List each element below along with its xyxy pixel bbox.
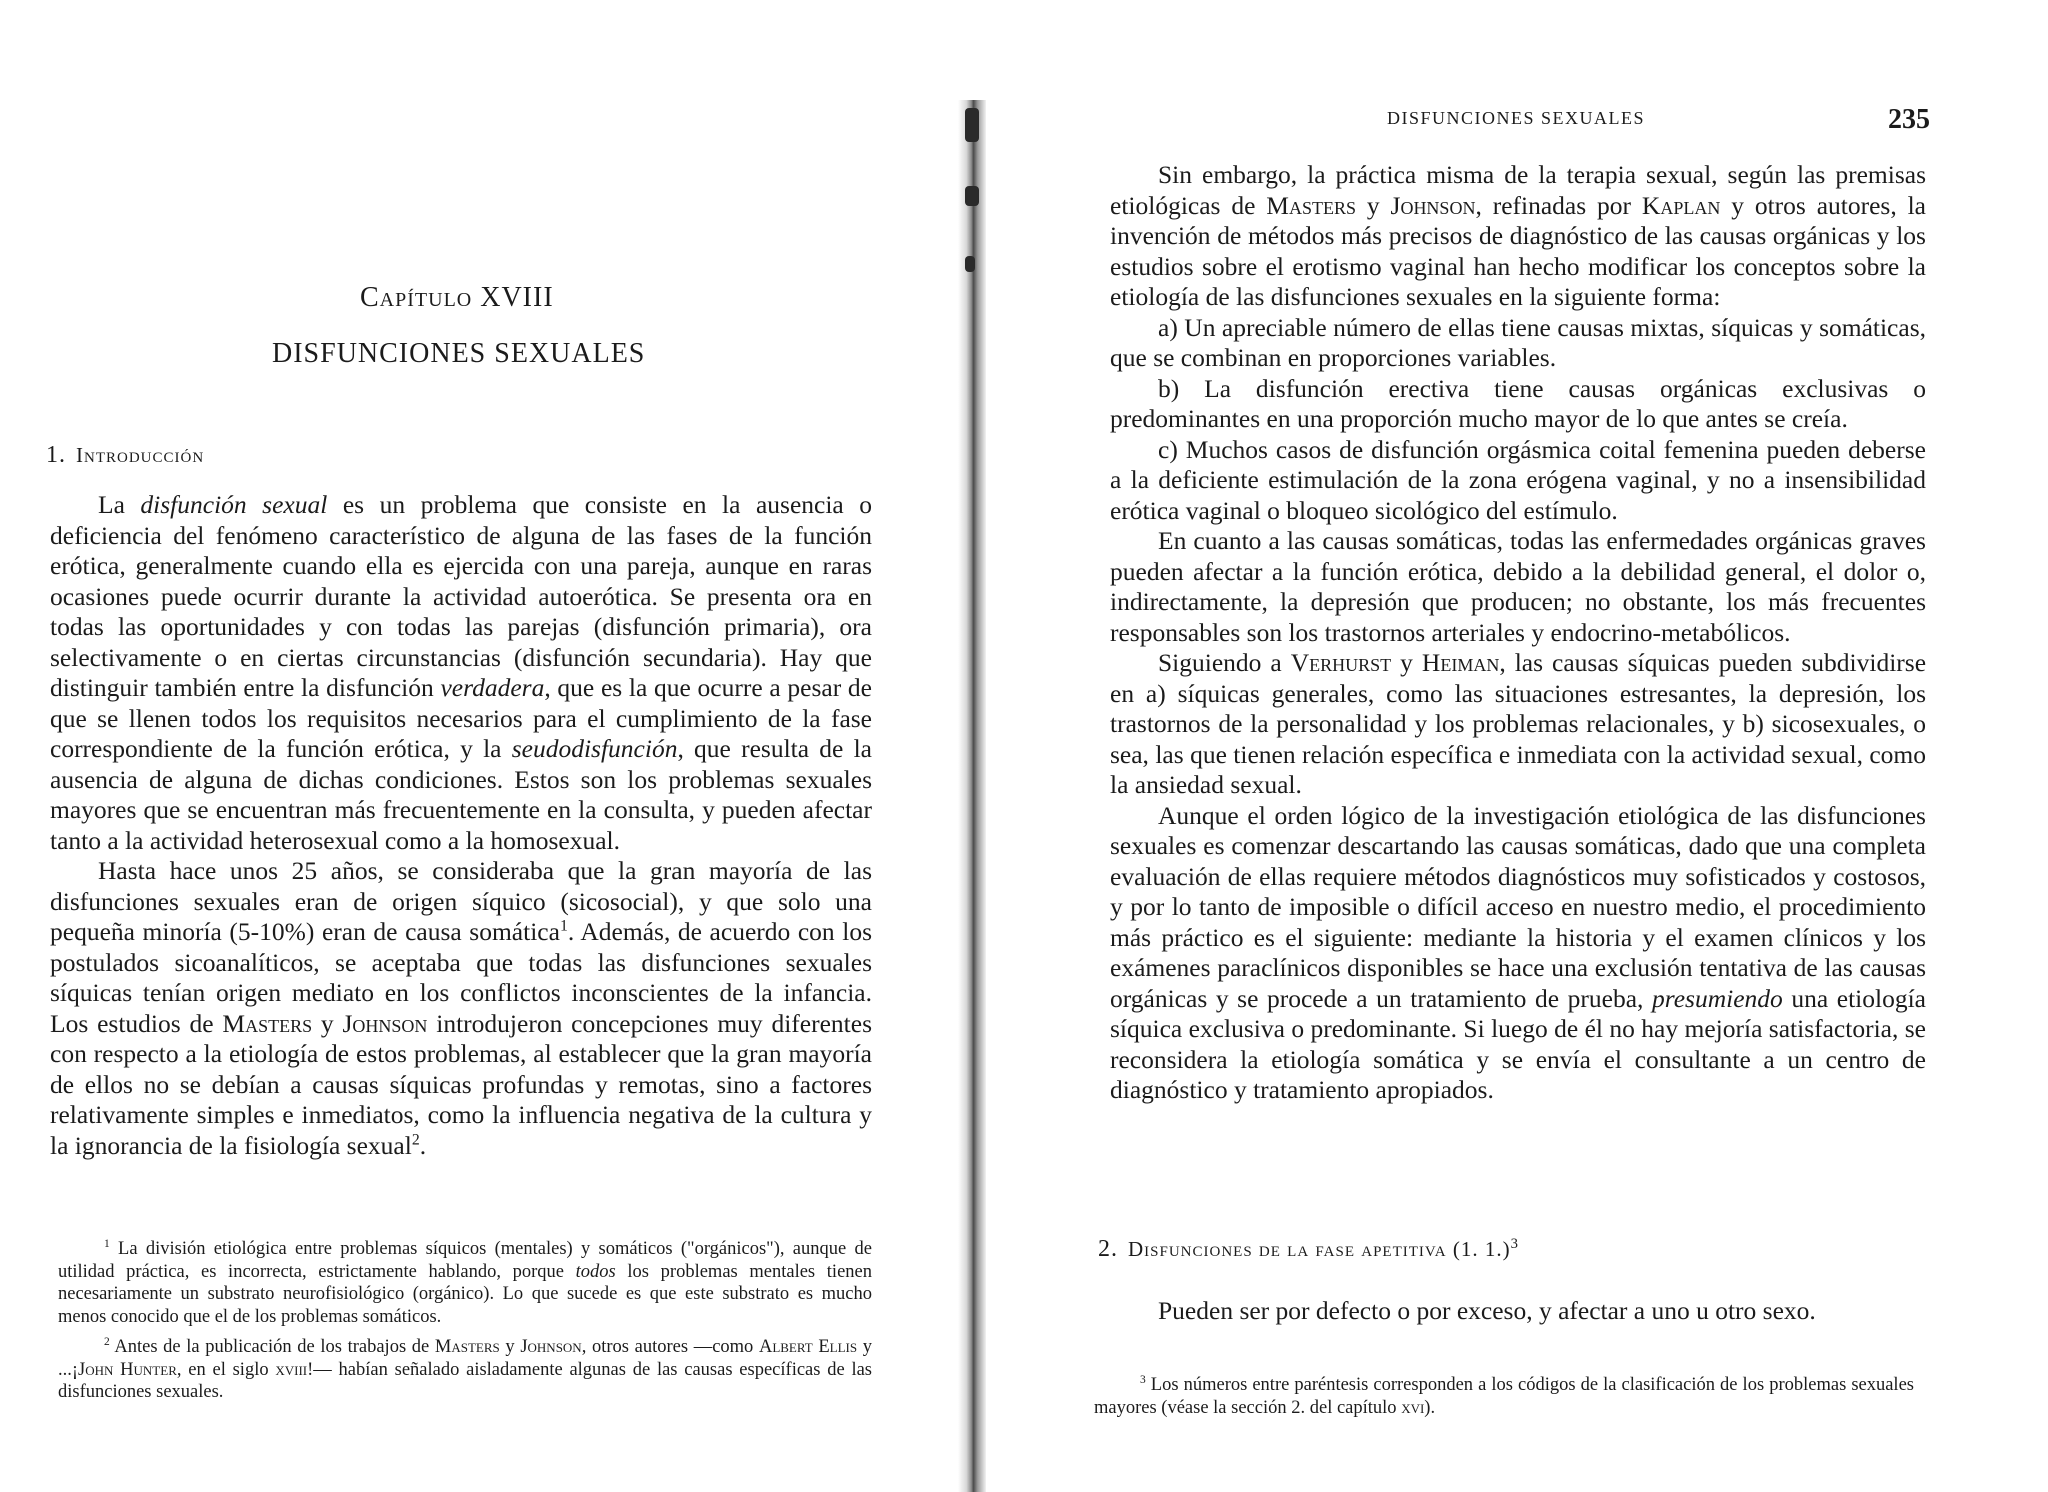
chapter-label	[360, 282, 554, 314]
paragraph: La disfunción sexual es un problema que consiste en la ausencia o deficiencia del fenómeno característico de alguna de las fases de la función erótica, generalmente cuando ella es ejercida con una pareja, aunque en raras ocasiones puede ocurrir durante la actividad autoerótica. Se presenta ora en todas las oportunidades y con todas las parejas (disfunción primaria), ora selectivamente o en ciertas circunstancias (disfunción secundaria). Hay que distinguir también entre la disfunción verdadera, que es la que ocurre a pesar de que se llenen todos los requisitos necesarios para el cumplimiento de la fase correspondiente de la función erótica, y la seudodisfunción, que resulta de la ausencia de alguna de dichas condiciones. Estos son los problemas sexuales mayores que se encuentran más frecuentemente en la consulta, y pueden afectar tanto a la actividad heterosexual como a la homosexual.	[50, 490, 873, 855]
footnote: $^2$ Antes de la publicación de los trabajos de Masters y Johnson, otros autores —como Albert Ellis y ...¡John Hunter, en el siglo xviii!— habían señalado aisladamente algunas de las causas específicas de las disfunciones sexuales.	[58, 1335, 872, 1402]
page-number: 235	[1888, 104, 1930, 135]
section-title: Disfunciones de la fase apetitiva	[1128, 1237, 1447, 1261]
footnote-ref: 1	[559, 917, 568, 935]
paragraph: Aunque el orden lógico de la investigación etiológica de las disfunciones sexuales es comenzar descartando las causas somáticas, dado que una completa evaluación de ellas requiere métodos diagnósticos muy sofisticados y costosos, y por lo tanto de imposible o difícil acceso en nuestro medio, el procedimiento más práctico es el siguiente: mediante la historia y el examen clínicos y los exámenes paraclínicos disponibles se hace una exclusión tentativa de las causas orgánicas y se procede a un tratamiento de prueba, presumiendo una etiología síquica exclusiva o predominante. Si luego de él no hay mejoría satisfactoria, se reconsidera la etiología somática y se envía el consultante a un centro de diagnóstico y tratamiento apropiados.	[1110, 800, 1926, 1104]
list-item-b: b) La disfunción erectiva tiene causas orgánicas exclusivas o predominantes en una proporción mucho mayor de lo que antes se creía.	[1110, 373, 1926, 433]
left-page	[0, 0, 975, 1492]
section-heading-introduccion	[46, 442, 204, 469]
footnote-ref: 3	[1510, 1236, 1519, 1252]
paragraph: Siguiendo a Verhurst y Heiman, las causas síquicas pueden subdividirse en a) síquicas generales, como las situaciones estresantes, la depresión, los trastornos de la personalidad y los problemas relacionales, y b) sicosexuales, o sea, las que tienen relación específica e inmediata con la actividad sexual, como la ansiedad sexual.	[1110, 648, 1927, 799]
right-body-text	[1110, 160, 1926, 1106]
section-number: 1.	[46, 442, 66, 468]
list-item-c: c) Muchos casos de disfunción orgásmica coital femenina pueden deberse a la deficiente estimulación de la zona erógena vaginal, y no a insensibilidad erótica vaginal o bloqueo sicológico del estímulo.	[1110, 434, 1926, 525]
footnote: $^1$ La división etiológica entre problemas síquicos (mentales) y somáticos ("orgánicos"), aunque de utilidad práctica, es incorrecta, estrictamente hablando, porque todos los problemas mentales tienen necesariamente un substrato neurofisiológico (orgánico). Lo que sucede es que este substrato es mucho menos conocido que el de los problemas somáticos.	[58, 1237, 872, 1327]
right-footnotes	[1094, 1374, 1914, 1427]
left-footnotes	[58, 1238, 872, 1412]
section-title: Introducción	[76, 443, 205, 467]
section-heading-fase-apetitiva	[1098, 1236, 1519, 1263]
paragraph: Pueden ser por defecto o por exceso, y afectar a uno u otro sexo.	[1158, 1296, 1816, 1325]
paragraph: Hasta hace unos 25 años, se consideraba que la gran mayoría de las disfunciones sexuales eran de origen síquico (sicosocial), y que solo una pequeña minoría (5-10%) eran de causa somática$^1$. Además, de acuerdo con los postulados sicoanalíticos, se aceptaba que todas las disfunciones sexuales síquicas tenían origen mediato en los conflictos inconscientes de la infancia. Los estudios de Masters y Johnson introdujeron concepciones muy diferentes con respecto a la etiología de estos problemas, al establecer que la gran mayoría de ellos no se debían a causas síquicas profundas y remotas, sino a factores relativamente simples e inmediatos, como la influencia negativa de la cultura y la ignorancia de la fisiología sexual$^2$.	[50, 856, 873, 1160]
footnote: $^3$ Los números entre paréntesis corresponden a los códigos de la clasificación de los problemas sexuales mayores (véase la sección 2. del capítulo xvi).	[1094, 1373, 1914, 1418]
footnote-ref: 2	[411, 1131, 420, 1148]
binding-mark	[965, 256, 975, 272]
left-body-text	[50, 490, 872, 1161]
section-number: 2.	[1098, 1236, 1118, 1262]
running-head: DISFUNCIONES SEXUALES	[1387, 108, 1646, 128]
paragraph: Sin embargo, la práctica misma de la terapia sexual, según las premisas etiológicas de Masters y Johnson, refinadas por Kaplan y otros autores, la invención de métodos más precisos de diagnóstico de las causas orgánicas y los estudios sobre el erotismo vaginal han hecho modificar los conceptos sobre la etiología de las disfunciones sexuales en la siguiente forma:	[1110, 160, 1926, 311]
section-text	[1110, 1296, 1926, 1327]
chapter-title: DISFUNCIONES SEXUALES	[272, 338, 646, 369]
chapter-label-text: Capítulo XVIII	[360, 282, 554, 313]
list-item-a: a) Un apreciable número de ellas tiene causas mixtas, síquicas y somáticas, que se combinan en proporciones variables.	[1110, 312, 1926, 372]
paragraph: En cuanto a las causas somáticas, todas las enfermedades orgánicas graves pueden afectar a la función erótica, debido a la debilidad general, el dolor o, indirectamente, la depresión que producen; no obstante, los más frecuentes responsables son los trastornos arteriales y endocrino-metabólicos.	[1110, 526, 1926, 647]
section-code: (1. 1.)	[1452, 1237, 1511, 1261]
